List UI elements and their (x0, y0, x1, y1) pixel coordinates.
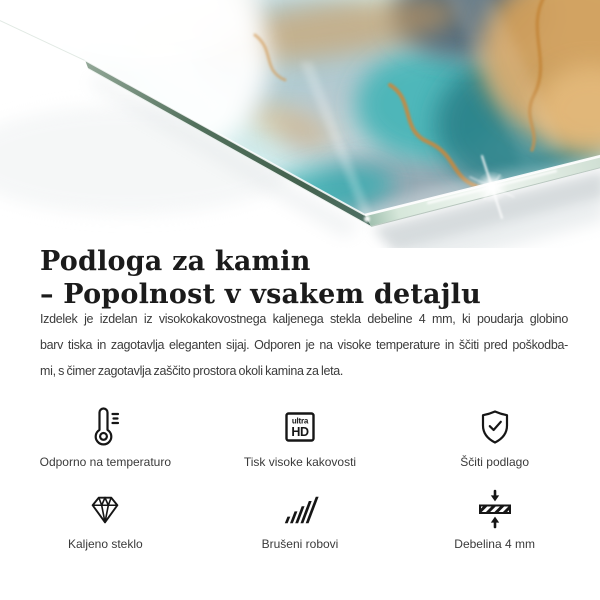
svg-text:HD: HD (291, 425, 309, 439)
feature-tempered-glass (8, 483, 203, 551)
title-line-2: – Popolnost v vsakem detajlu (40, 279, 481, 311)
title-line-1: Podloga za kamin (40, 246, 311, 278)
ultra-hd-icon (280, 401, 320, 447)
description-line-3: mi, s čimer zagotavlja zaščito prostora okoli kamina za leta. (40, 364, 344, 378)
feature-label: Kaljeno steklo (67, 537, 143, 551)
diamond-icon (85, 483, 125, 529)
shield-check-icon (475, 401, 515, 447)
feature-polished-edges (203, 483, 398, 551)
feature-label: Brušeni robovi (261, 537, 339, 551)
feature-row-1 (8, 401, 592, 469)
feature-label: Tisk visoke kakovosti (243, 455, 357, 469)
feature-row-2 (8, 483, 592, 551)
feature-protection (397, 401, 592, 469)
page-title (40, 245, 481, 311)
description-line-2: barv tiska in zagotavlja eleganten sijaj. Odporen je na visoke temperature in ščiti pred poškodba- (40, 338, 568, 352)
thickness-icon (475, 483, 515, 529)
description-line-1: Izdelek je izdelan iz visokokakovostnega kaljenega stekla debeline 4 mm, ki poudarja globino (40, 312, 568, 326)
feature-label: Debelina 4 mm (454, 537, 535, 551)
feature-print-quality (203, 401, 398, 469)
beveled-edges-icon (280, 483, 320, 529)
feature-temperature (8, 401, 203, 469)
hero-product-image (0, 0, 600, 248)
glass-panel-photo (0, 0, 600, 248)
feature-label: Ščiti podlago (460, 455, 529, 469)
product-description (40, 306, 568, 384)
thermometer-icon (85, 401, 125, 447)
feature-grid (8, 401, 592, 551)
feature-thickness (397, 483, 592, 551)
feature-label: Odporno na temperaturo (39, 455, 172, 469)
svg-text:ultra: ultra (291, 416, 309, 426)
